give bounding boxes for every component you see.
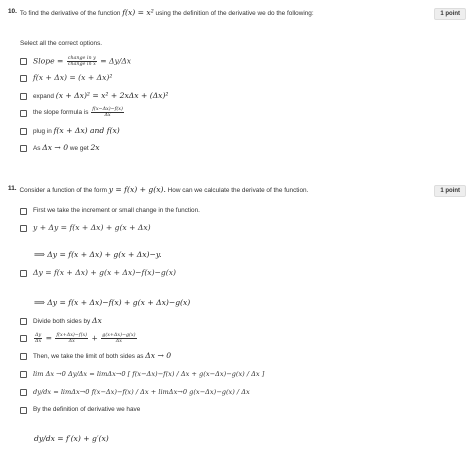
option-label: First we take the increment or small change in the function.: [33, 207, 200, 214]
checkbox[interactable]: [20, 371, 27, 378]
answer-option[interactable]: [20, 405, 140, 415]
question-text: [20, 8, 428, 18]
question-text-after: using the definition of the derivative we do the following:: [155, 10, 314, 17]
checkbox[interactable]: [20, 145, 27, 152]
instruction-text: Select all the correct options.: [20, 40, 103, 47]
answer-option[interactable]: [20, 316, 102, 326]
checkbox[interactable]: [20, 93, 27, 100]
checkbox[interactable]: [20, 128, 27, 135]
question-function: f(x) = x²: [122, 8, 154, 17]
answer-option[interactable]: [20, 126, 120, 136]
checkbox[interactable]: [20, 208, 27, 215]
checkbox[interactable]: [20, 225, 27, 232]
option-label: As Δx → 0 we get 2x: [33, 142, 100, 152]
answer-option[interactable]: [20, 268, 176, 278]
option-label: the slope formula is $\frac{f(x-\Delta x)-f(x)}{\Delta x}$: [33, 107, 123, 119]
answer-option[interactable]: [20, 206, 200, 216]
fraction: $\frac{\text{change in y}}{\text{change in x}}$: [67, 55, 96, 67]
fraction: $\frac{g(x+\Delta x)-g(x)}{\Delta x}$: [102, 332, 136, 344]
answer-option[interactable]: [20, 387, 250, 397]
points-badge: 1 point: [434, 8, 466, 20]
option-label: dy/dx = limΔx→0 f(x−Δx)−f(x) / Δx + limΔx→0 g(x−Δx)−g(x) / Δx: [33, 388, 250, 396]
option-label: By the definition of derivative we have: [33, 406, 141, 413]
answer-option[interactable]: [20, 56, 131, 66]
question-10-header: [8, 8, 466, 20]
fraction: $\frac{\Delta y}{\Delta x}$: [35, 332, 42, 344]
answer-option[interactable]: [20, 351, 171, 361]
answer-option[interactable]: [20, 223, 151, 233]
option-label: y + Δy = f(x + Δx) + g(x + Δx): [33, 223, 151, 232]
answer-option[interactable]: [20, 73, 112, 83]
question-number: 11.: [8, 185, 17, 192]
answer-option[interactable]: [20, 369, 264, 379]
question-text-before: To find the derivative of the function: [19, 10, 121, 17]
question-text: [20, 185, 429, 195]
checkbox[interactable]: [20, 270, 27, 277]
option-label: lim Δx →0 Δy/Δx = limΔx→0 [ f(x−Δx)−f(x) / Δx + g(x−Δx)−g(x) / Δx ]: [33, 370, 265, 378]
checkbox[interactable]: [20, 407, 27, 414]
option-label: f(x + Δx) = (x + Δx)²: [33, 73, 113, 82]
checkbox[interactable]: [20, 75, 27, 82]
answer-option[interactable]: [20, 333, 138, 343]
points-badge: 1 point: [434, 185, 466, 197]
fraction: $\frac{f(x+\Delta x)-f(x)}{\Delta x}$: [56, 332, 88, 344]
derivation-step: ⟹ Δy = f(x + Δx) + g(x + Δx)−y.: [34, 250, 162, 259]
option-label: Slope = $\frac{\text{change in y}}{\text{change in x}}$ = Δy/Δx: [33, 55, 132, 67]
checkbox[interactable]: [20, 58, 27, 65]
option-label: $\frac{\Delta y}{\Delta x}$ = $\frac{f(x+\Delta x)-f(x)}{\Delta x}$ + $\frac{g(x+\Delta x)-g(x)}{\Delta x}$: [35, 332, 136, 344]
question-text-before: Consider a function of the form: [19, 187, 107, 194]
checkbox[interactable]: [20, 318, 27, 325]
option-label: Δy = f(x + Δx) + g(x + Δx)−f(x)−g(x): [33, 268, 176, 277]
answer-option[interactable]: [20, 143, 100, 153]
checkbox[interactable]: [20, 110, 27, 117]
question-text-after: How can we calculate the derivate of the function.: [167, 187, 309, 194]
question-number: 10.: [8, 8, 17, 15]
question-function: y = f(x) + g(x).: [108, 185, 166, 194]
checkbox[interactable]: [20, 353, 27, 360]
answer-option[interactable]: [20, 91, 168, 101]
derivation-step: ⟹ Δy = f(x + Δx)−f(x) + g(x + Δx)−g(x): [34, 298, 191, 307]
option-label: expand (x + Δx)² = x² + 2xΔx + (Δx)²: [33, 90, 169, 100]
checkbox[interactable]: [20, 389, 27, 396]
option-label: plug in f(x + Δx) and f(x): [33, 125, 120, 135]
answer-option[interactable]: [20, 108, 125, 118]
option-label: Divide both sides by Δx: [33, 315, 102, 325]
question-11-header: [8, 185, 466, 197]
checkbox[interactable]: [20, 335, 27, 342]
derivation-step: dy/dx = f′(x) + g′(x): [34, 434, 109, 443]
option-label: Then, we take the limit of both sides as Δx → 0: [33, 350, 172, 360]
fraction: $\frac{f(x-\Delta x)-f(x)}{\Delta x}$: [92, 107, 123, 119]
